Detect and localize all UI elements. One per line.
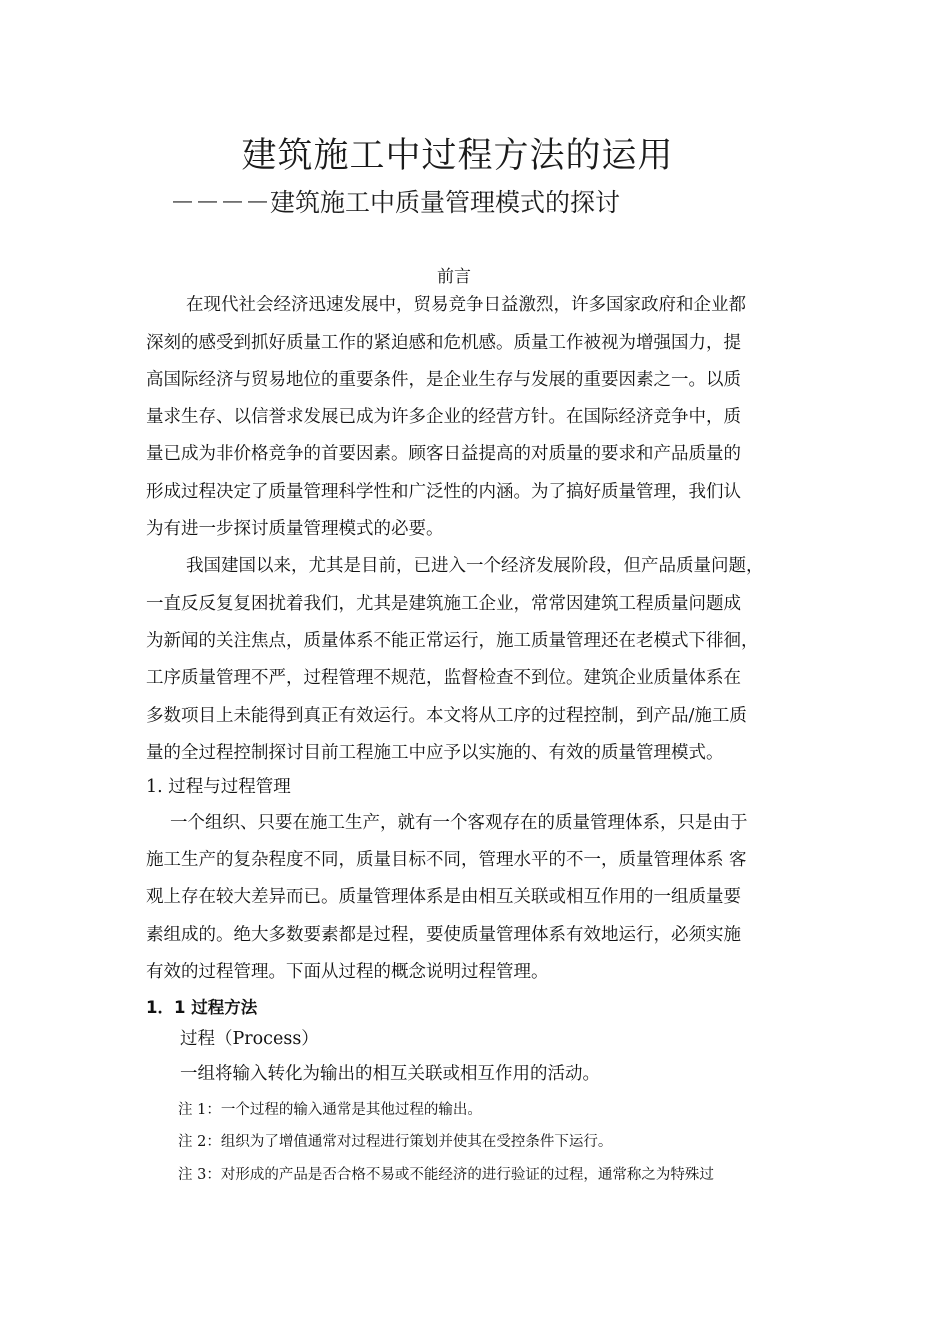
text-line: 量求生存、以信誉求发展已成为许多企业的经营方针。在国际经济竞争中，质 [146, 407, 741, 427]
document-subtitle: －－－－建筑施工中质量管理模式的探讨 [170, 188, 621, 217]
section-1-1-heading: 1．1 过程方法 [146, 998, 258, 1017]
document-title: 建筑施工中过程方法的运用 [241, 136, 674, 176]
text-line: 为新闻的关注焦点，质量体系不能正常运行，施工质量管理还在老模式下徘徊， [146, 631, 759, 651]
text-line: 一直反反复复困扰着我们，尤其是建筑施工企业，常常因建筑工程质量问题成 [146, 594, 741, 614]
text-line: 形成过程决定了质量管理科学性和广泛性的内涵。为了搞好质量管理，我们认 [146, 482, 741, 502]
text-line: 为有进一步探讨质量管理模式的必要。 [146, 519, 444, 539]
section-1-heading: 1. 过程与过程管理 [146, 777, 291, 797]
preface-heading: 前言 [437, 267, 471, 287]
text-line: 高国际经济与贸易地位的重要条件，是企业生存与发展的重要因素之一。以质 [146, 370, 741, 390]
note-item: 注 3：对形成的产品是否合格不易或不能经济的进行验证的过程，通常称之为特殊过 [178, 1167, 714, 1183]
note-item: 注 1：一个过程的输入通常是其他过程的输出。 [178, 1102, 482, 1118]
text-line: 有效的过程管理。下面从过程的概念说明过程管理。 [146, 962, 549, 982]
text-line: 素组成的。绝大多数要素都是过程，要使质量管理体系有效地运行，必须实施 [146, 925, 741, 945]
text-line: 我国建国以来，尤其是目前，已进入一个经济发展阶段，但产品质量问题， [186, 556, 764, 576]
process-definition: 一组将输入转化为输出的相互关联或相互作用的活动。 [180, 1064, 600, 1084]
text-line: 在现代社会经济迅速发展中，贸易竞争日益激烈，许多国家政府和企业都 [186, 295, 746, 315]
text-line: 量已成为非价格竞争的首要因素。顾客日益提高的对质量的要求和产品质量的 [146, 444, 741, 464]
text-line: 观上存在较大差异而已。质量管理体系是由相互关联或相互作用的一组质量要 [146, 887, 741, 907]
text-line: 工序质量管理不严，过程管理不规范，监督检查不到位。建筑企业质量体系在 [146, 668, 741, 688]
text-line: 一个组织、只要在施工生产，就有一个客观存在的质量管理体系，只是由于 [170, 813, 748, 833]
process-term: 过程（Process） [180, 1029, 319, 1049]
text-line: 施工生产的复杂程度不同，质量目标不同，管理水平的不一，质量管理体系 客 [146, 850, 747, 870]
text-line: 多数项目上未能得到真正有效运行。本文将从工序的过程控制，到产品/施工质 [146, 706, 747, 726]
text-line: 量的全过程控制探讨目前工程施工中应予以实施的、有效的质量管理模式。 [146, 743, 724, 763]
text-line: 深刻的感受到抓好质量工作的紧迫感和危机感。质量工作被视为增强国力，提 [146, 333, 741, 353]
note-item: 注 2：组织为了增值通常对过程进行策划并使其在受控条件下运行。 [178, 1134, 613, 1150]
